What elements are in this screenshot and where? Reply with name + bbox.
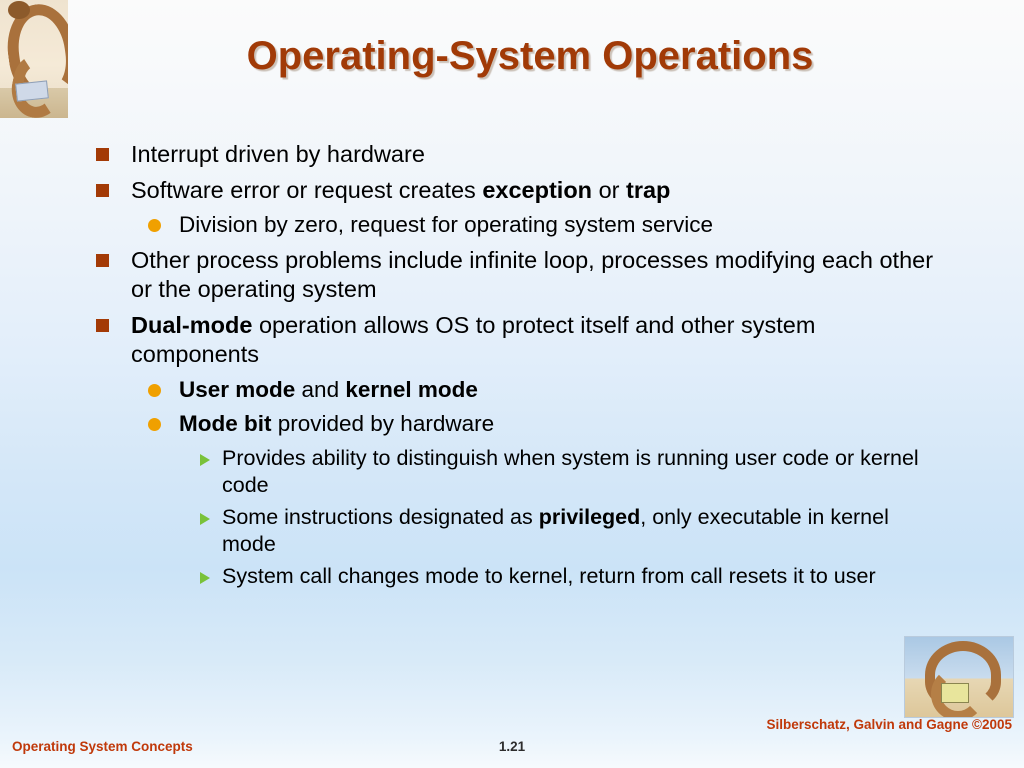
bullet-text: Dual-mode operation allows OS to protect itself and other system components xyxy=(131,311,816,368)
triangle-bullet-icon xyxy=(200,513,210,525)
bullet-text: System call changes mode to kernel, return from call resets it to user xyxy=(222,564,876,588)
bullet-text: Division by zero, request for operating system service xyxy=(179,212,713,238)
square-bullet-icon xyxy=(96,254,109,267)
list-item xyxy=(148,211,946,239)
square-bullet-icon xyxy=(96,184,109,197)
footer-slide-number: 1.21 xyxy=(498,739,526,754)
page-title: Operating-System Operations xyxy=(246,34,814,78)
bullet-text: Provides ability to distinguish when system is running user code or kernel code xyxy=(222,445,919,497)
bullet-text: Mode bit provided by hardware xyxy=(179,411,495,437)
list-item xyxy=(148,376,946,404)
list-item xyxy=(148,410,946,438)
bullet-text: Interrupt driven by hardware xyxy=(131,141,425,167)
triangle-bullet-icon xyxy=(200,454,210,466)
list-item xyxy=(200,445,946,499)
slide-content xyxy=(96,140,946,595)
worm-illustration-icon xyxy=(904,636,1014,718)
bullet-text: Software error or request creates exception or trap xyxy=(131,176,671,203)
logo-book-icon xyxy=(15,80,49,101)
list-item xyxy=(200,563,946,590)
logo-worm-head xyxy=(8,1,30,19)
list-item xyxy=(96,246,946,305)
list-item xyxy=(96,140,946,170)
circle-bullet-icon xyxy=(148,384,161,397)
square-bullet-icon xyxy=(96,148,109,161)
bullet-text: Other process problems include infinite loop, processes modifying each other or the operating system xyxy=(131,246,934,303)
square-bullet-icon xyxy=(96,319,109,332)
list-item xyxy=(200,504,946,558)
list-item xyxy=(96,311,946,370)
illustration-laptop-icon xyxy=(941,683,969,703)
footer-copyright: Silberschatz, Galvin and Gagne ©2005 xyxy=(766,717,1012,732)
worm-logo-icon xyxy=(0,0,68,118)
footer-book-title: Operating System Concepts xyxy=(12,739,193,754)
circle-bullet-icon xyxy=(148,418,161,431)
bullet-text: Some instructions designated as privileged, only executable in kernel mode xyxy=(222,504,889,556)
bullet-text: User mode and kernel mode xyxy=(179,377,478,402)
list-item xyxy=(96,176,946,206)
circle-bullet-icon xyxy=(148,219,161,232)
triangle-bullet-icon xyxy=(200,572,210,584)
